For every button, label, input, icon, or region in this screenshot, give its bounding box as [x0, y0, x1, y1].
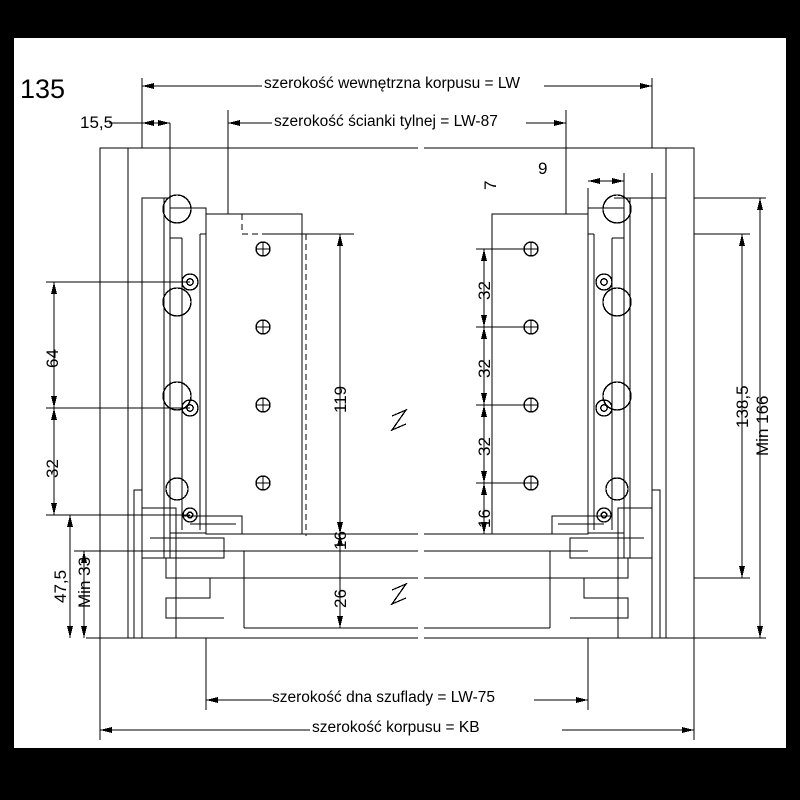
dim-center-26: 26: [331, 589, 350, 608]
caption-top-inner: szerokość ścianki tylnej = LW-87: [274, 113, 498, 130]
caption-bottom-outer: szerokość korpusu = KB: [312, 719, 480, 736]
dim-left-64: 64: [43, 349, 62, 368]
caption-bottom-inner: szerokość dna szuflady = LW-75: [272, 689, 495, 706]
dim-right-min166: Min 166: [753, 395, 772, 456]
dim-center-119: 119: [331, 385, 350, 413]
dim-right-138-5: 138,5: [733, 385, 752, 428]
dim-left-32: 32: [43, 459, 62, 478]
drawing-sheet: [14, 38, 786, 748]
dim-inner-32-low: 32: [475, 437, 494, 456]
dim-inner-32-top: 32: [475, 281, 494, 300]
caption-top-outer: szerokość wewnętrzna korpusu = LW: [264, 75, 520, 92]
page-number: 135: [20, 74, 66, 104]
dim-right-offset-b: 9: [538, 159, 548, 178]
dim-center-16: 16: [331, 531, 350, 550]
dim-inner-16: 16: [475, 509, 494, 528]
dim-left-min33: Min 33: [75, 556, 94, 608]
dim-right-offset-a: 7: [481, 180, 500, 190]
dim-inner-32-mid: 32: [475, 359, 494, 378]
dim-left-offset: 15,5: [80, 113, 114, 132]
dim-left-47-5: 47,5: [51, 569, 70, 603]
technical-drawing-svg: [14, 38, 786, 748]
